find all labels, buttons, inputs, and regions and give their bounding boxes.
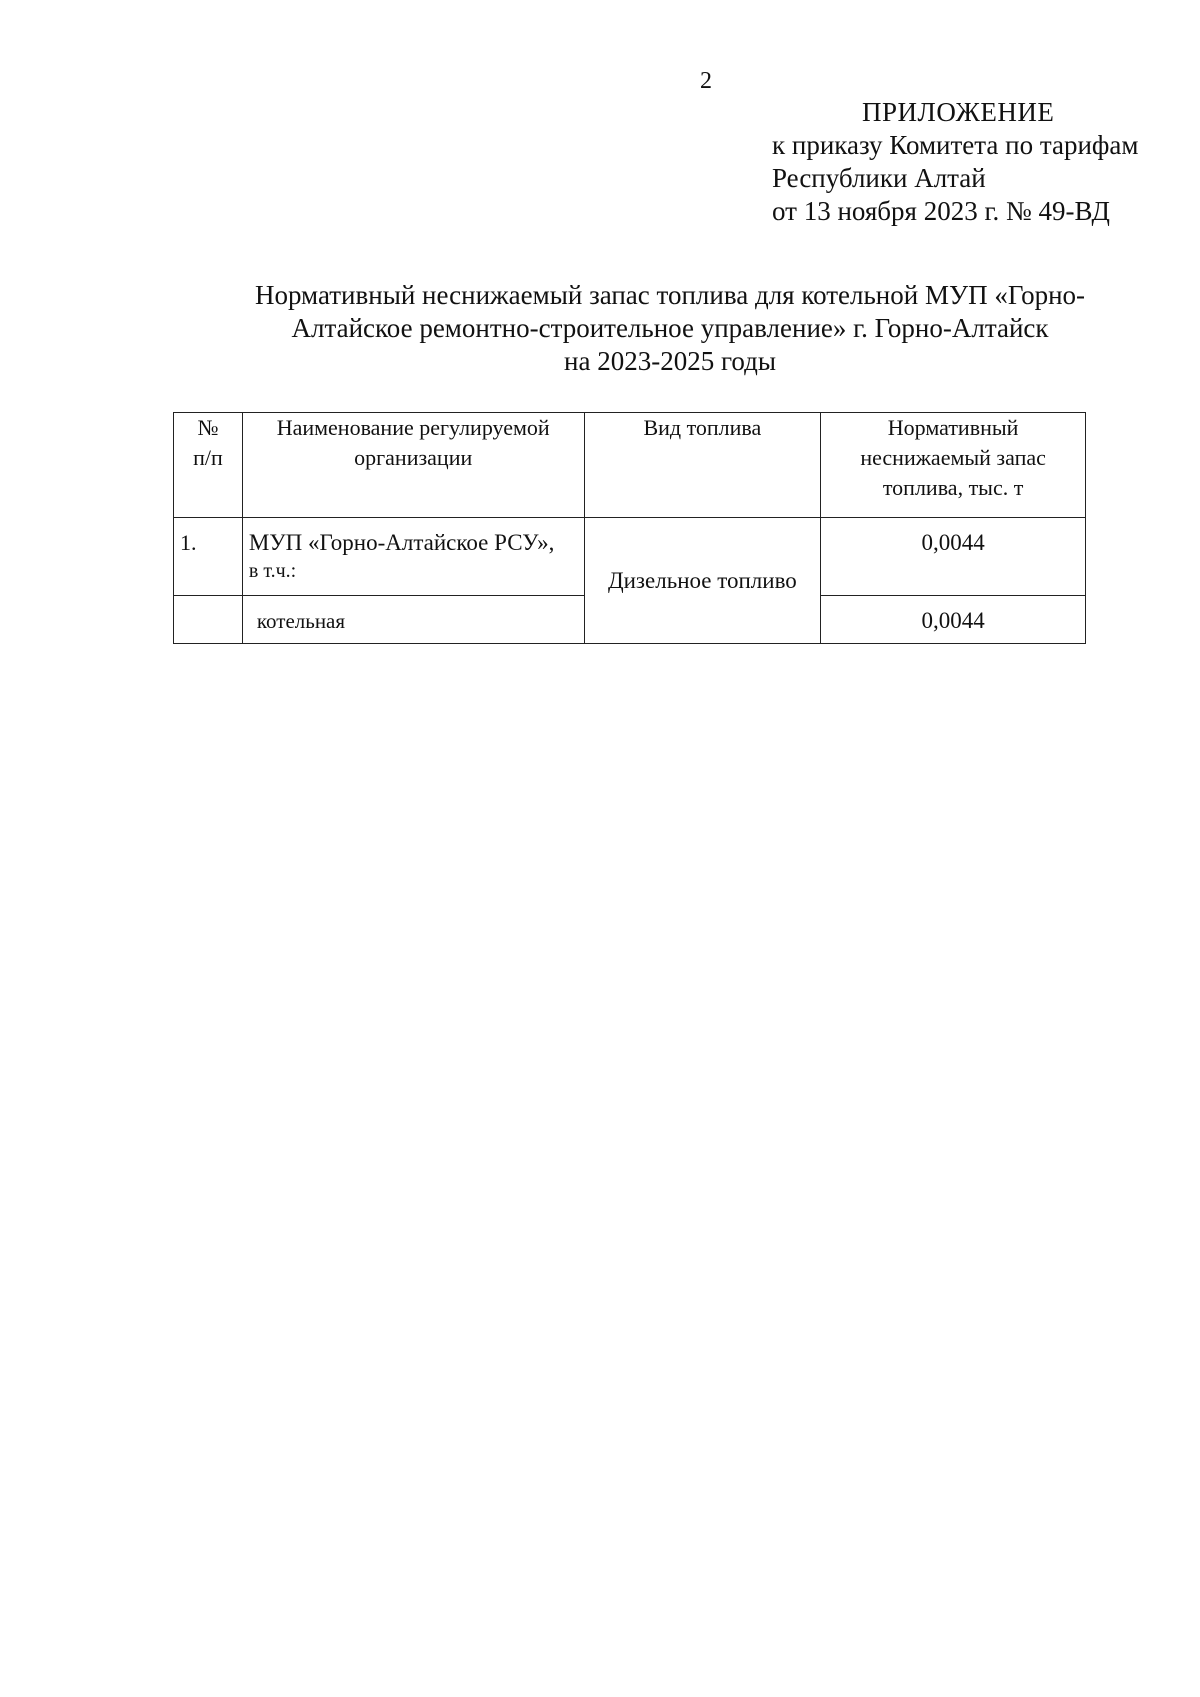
- organization-name: МУП «Горно-Алтайское РСУ»,: [248, 530, 555, 555]
- document-title-line: Нормативный неснижаемый запас топлива для котельной МУП «Горно-: [254, 280, 1086, 310]
- header-reserve-line: топлива, тыс. т: [882, 475, 1024, 500]
- header-organization-line: Наименование регулируемой: [276, 415, 550, 440]
- appendix-order-ref: к приказу Комитета по тарифам: [772, 130, 1139, 160]
- fuel-type-cell: Дизельное топливо: [584, 518, 821, 644]
- document-title-line: на 2023-2025 годы: [564, 346, 776, 376]
- reserve-value: 0,0044: [821, 596, 1086, 644]
- header-fuel-type-line: Вид топлива: [643, 415, 762, 440]
- row-number: 1.: [174, 518, 243, 596]
- header-number-line: п/п: [193, 445, 223, 470]
- appendix-date-number: от 13 ноября 2023 г. № 49-ВД: [772, 196, 1110, 226]
- appendix-header: [772, 96, 1138, 228]
- organization-including: в т.ч.:: [248, 560, 297, 582]
- fuel-reserve-table: [173, 412, 1086, 644]
- document-title-line: Алтайское ремонтно-строительное управление» г. Горно-Алтайск: [291, 313, 1049, 343]
- table-header-row: [174, 413, 1086, 518]
- header-organization: [242, 413, 584, 518]
- reserve-value: 0,0044: [821, 518, 1086, 596]
- appendix-republic: Республики Алтай: [772, 163, 986, 193]
- organization-cell: [242, 518, 584, 596]
- header-reserve-line: Нормативный: [887, 415, 1019, 440]
- header-organization-line: организации: [354, 445, 473, 470]
- document-title: [200, 279, 1140, 378]
- header-fuel-type: [584, 413, 821, 518]
- header-reserve-line: неснижаемый запас: [860, 445, 1046, 470]
- header-number: [174, 413, 243, 518]
- boiler-house-name: котельная: [242, 596, 584, 644]
- page-number: 2: [700, 68, 712, 94]
- header-number-line: №: [197, 415, 219, 440]
- appendix-title: ПРИЛОЖЕНИЕ: [862, 97, 1055, 127]
- header-reserve: [821, 413, 1086, 518]
- table-row: [174, 518, 1086, 596]
- row-number: [174, 596, 243, 644]
